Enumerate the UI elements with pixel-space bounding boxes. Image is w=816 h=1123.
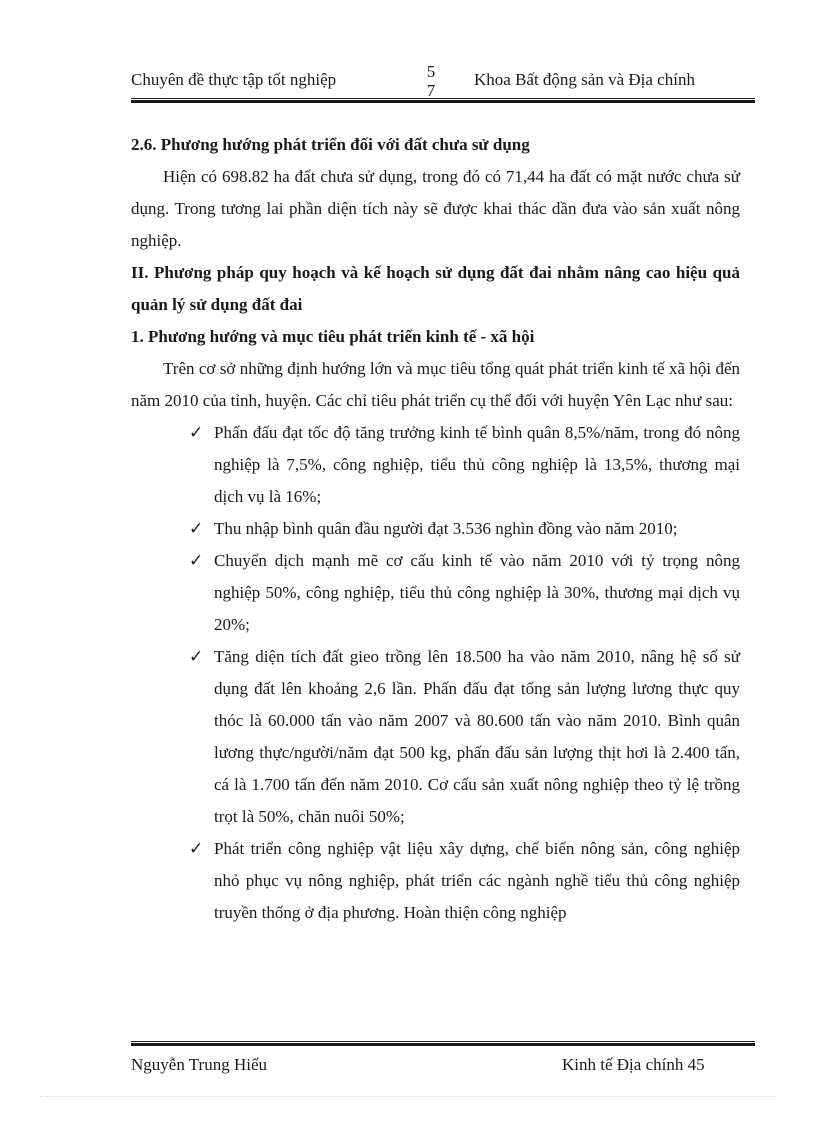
target-list <box>131 417 740 929</box>
list-item <box>189 417 740 513</box>
page-number-top: 5 <box>426 62 436 81</box>
section-1-paragraph: Trên cơ sở những định hướng lớn và mục tiêu tổng quát phát triển kinh tế xã hội đến năm 2010 của tỉnh, huyện. Các chỉ tiêu phát triển cụ thể đối với huyện Yên Lạc như sau: <box>131 359 740 410</box>
footer-author: Nguyễn Trung Hiếu <box>131 1055 268 1074</box>
header-faculty: Khoa Bất động sản và Địa chính <box>474 70 695 89</box>
checkmark-icon: ✓ <box>189 839 204 859</box>
list-item <box>189 833 740 929</box>
section-2-6-heading: 2.6. Phương hướng phát triển đối với đất chưa sử dụng <box>131 135 530 154</box>
page-header <box>131 62 755 102</box>
page-number-bottom: 7 <box>426 81 436 100</box>
section-II-heading: II. Phương pháp quy hoạch và kế hoạch sử dụng đất đai nhằm nâng cao hiệu quả quản lý sử dụng đất đai <box>131 263 740 314</box>
list-item <box>189 513 740 545</box>
header-divider <box>131 98 755 103</box>
list-item-text: Phấn đấu đạt tốc độ tăng trưởng kinh tế bình quân 8,5%/năm, trong đó nông nghiệp là 7,5%, công nghiệp, tiểu thủ công nghiệp là 13,5%, thương mại dịch vụ là 16%; <box>214 423 740 506</box>
list-item-text: Chuyển dịch mạnh mẽ cơ cấu kinh tế vào năm 2010 với tỷ trọng nông nghiệp 50%, công nghiệp, tiểu thủ công nghiệp là 30%, thương mại dịch vụ 20%; <box>214 551 740 634</box>
checkmark-icon: ✓ <box>189 551 204 571</box>
list-item-text: Thu nhập bình quân đầu người đạt 3.536 nghìn đồng vào năm 2010; <box>214 519 678 538</box>
footer-class: Kinh tế Địa chính 45 <box>562 1055 705 1074</box>
header-course-title: Chuyên đề thực tập tốt nghiệp <box>131 70 337 89</box>
list-item-text: Phát triển công nghiệp vật liệu xây dựng, chế biến nông sản, công nghiệp nhỏ phục vụ nông nghiệp, phát triển các ngành nghề tiểu thủ công nghiệp truyền thống ở địa phương. Hoàn thiện công nghiệp <box>214 839 740 922</box>
footer-divider <box>131 1041 755 1046</box>
page-bottom-edge <box>40 1096 776 1097</box>
header-page-number <box>424 62 438 100</box>
checkmark-icon: ✓ <box>189 647 204 667</box>
list-item <box>189 545 740 641</box>
section-2-6-paragraph: Hiện có 698.82 ha đất chưa sử dụng, trong đó có 71,44 ha đất có mặt nước chưa sử dụng. Trong tương lai phần diện tích này sẽ được khai thác dần đưa vào sản xuất nông nghiệp. <box>131 167 740 250</box>
list-item-text: Tăng diện tích đất gieo trồng lên 18.500 ha vào năm 2010, nâng hệ số sử dụng đất lên khoảng 2,6 lần. Phấn đấu đạt tổng sản lượng lương thực quy thóc là 60.000 tấn vào năm 2007 và 80.600 tấn vào năm 2010. Bình quân lương thực/người/năm đạt 500 kg, phấn đấu sản lượng thịt hơi là 2.400 tấn, cá là 1.700 tấn đến năm 2010. Cơ cấu sản xuất nông nghiệp theo tỷ lệ trồng trọt là 50%, chăn nuôi 50%; <box>214 647 740 826</box>
checkmark-icon: ✓ <box>189 519 204 539</box>
checkmark-icon: ✓ <box>189 423 204 443</box>
document-body <box>131 129 740 929</box>
list-item <box>189 641 740 833</box>
section-1-heading: 1. Phương hướng và mục tiêu phát triển kinh tế - xã hội <box>131 327 535 346</box>
